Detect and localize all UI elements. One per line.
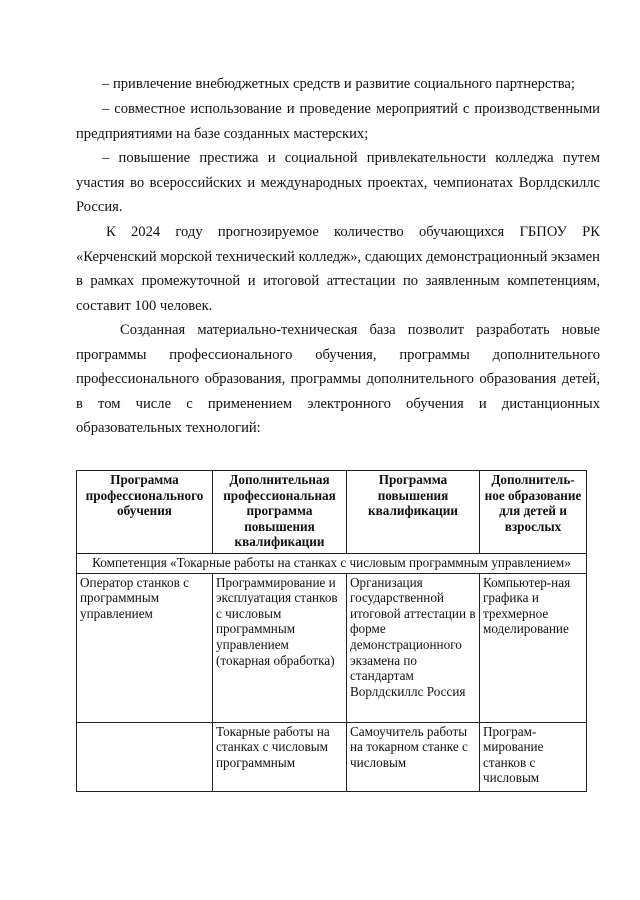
table-cell: Оператор станков с программным управлением: [77, 573, 213, 722]
competency-row: [77, 554, 587, 574]
table-row: [77, 722, 587, 791]
table-cell-text: Токарные работы на станках с числовым программным: [216, 723, 330, 770]
bullet-2: – совместное использование и проведение мероприятий с производственными предприятиями на базе созданных мастерских;: [76, 101, 600, 142]
programs-table: [76, 470, 587, 792]
table-cell: [347, 722, 480, 791]
paragraph-forecast: К 2024 году прогнозируемое количество обучающихся ГБПОУ РК «Керченский морской технический колледж», сдающих демонстрационный экзамен в рамках промежуточной и итоговой аттестации по заявленным компетенциям, составит 100 человек.: [76, 224, 600, 314]
table-cell: [213, 722, 347, 791]
table-cell-text: Самоучитель работы на токарном станке с числовым: [350, 723, 468, 770]
table-cell-text: Програм-мирование станков с числовым: [483, 723, 544, 786]
table-header-row: [77, 471, 587, 554]
table-cell: [77, 722, 213, 791]
header-professional-training: Программа профессионального обучения: [77, 471, 213, 554]
table-cell: Организация государственной итоговой аттестации в форме демонстрационного экзамена по стандартам Ворлдскиллс Россия: [347, 573, 480, 722]
table-row: [77, 573, 587, 722]
header-additional-professional-program: Дополнительная профессиональная программа повышения квалификации: [213, 471, 347, 554]
table-cell: [480, 722, 587, 791]
paragraph-programs: Созданная материально-техническая база позволит разработать новые программы профессионального обучения, программы дополнительного профессионального образования, программы дополнительного образования детей, в том числе с применением электронного обучения и дистанционных образовательных технологий:: [76, 322, 600, 436]
bullet-3: – повышение престижа и социальной привлекательности колледжа путем участия во всероссийских и международных проектах, чемпионатах Ворлдскиллс Россия.: [76, 150, 600, 215]
competency-cell: Компетенция «Токарные работы на станках с числовым программным управлением»: [77, 554, 587, 574]
table-cell: Компьютер-ная графика и трехмерное моделирование: [480, 573, 587, 722]
header-qualification-program: Программа повышения квалификации: [347, 471, 480, 554]
table-cell: Программирование и эксплуатация станков с числовым программным управлением (токарная обработка): [213, 573, 347, 722]
header-additional-education: Дополнитель-ное образование для детей и взрослых: [480, 471, 587, 554]
bullet-1: – привлечение внебюджетных средств и развитие социального партнерства;: [102, 76, 575, 92]
